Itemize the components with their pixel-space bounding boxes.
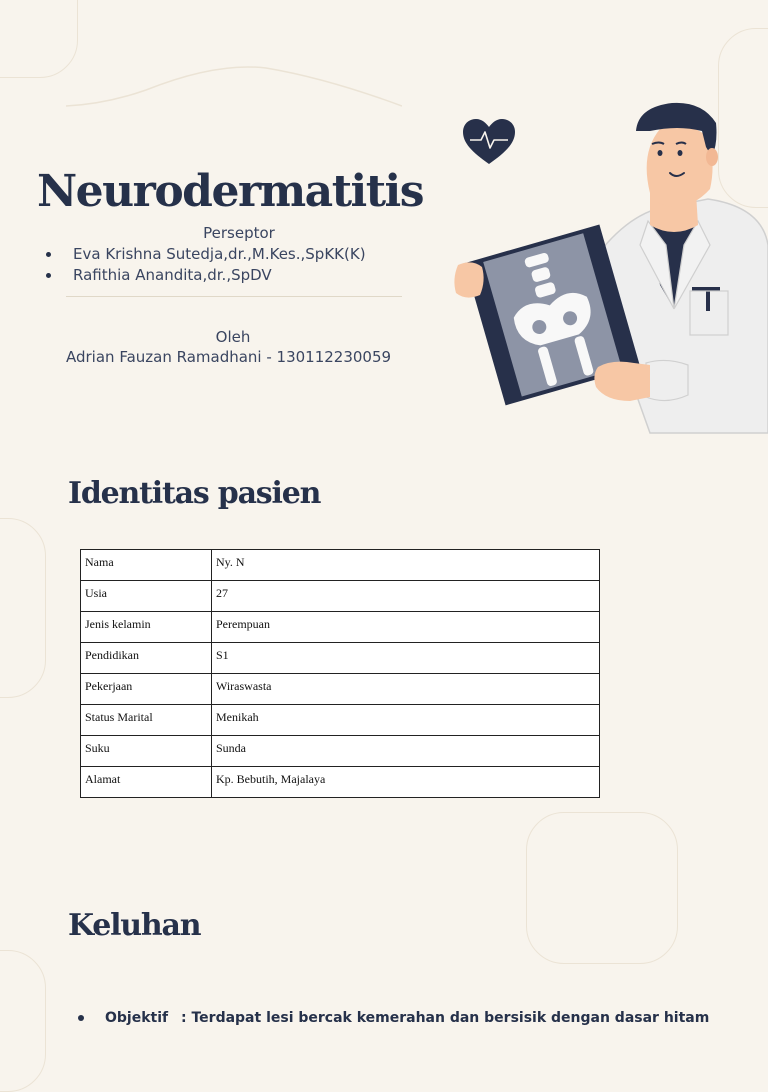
- table-cell-value: Ny. N: [212, 550, 600, 581]
- table-cell-key: Pekerjaan: [81, 674, 212, 705]
- table-row: [81, 581, 600, 612]
- document-title: Neurodermatitis: [36, 166, 424, 217]
- table-cell-key: Suku: [81, 736, 212, 767]
- author-name: Adrian Fauzan Ramadhani - 130112230059: [66, 348, 392, 366]
- table-row: [81, 674, 600, 705]
- decorative-frame: [526, 812, 678, 964]
- bullet-icon: [78, 1015, 84, 1021]
- keluhan-item-text: : Terdapat lesi bercak kemerahan dan bersisik dengan dasar hitam: [181, 1010, 710, 1026]
- table-row: [81, 736, 600, 767]
- table-cell-value: Perempuan: [212, 612, 600, 643]
- decorative-wave: [66, 54, 402, 110]
- table-cell-value: Wiraswasta: [212, 674, 600, 705]
- section-heading-identitas: Identitas pasien: [68, 476, 321, 511]
- perseptor-label: Perseptor: [203, 224, 275, 242]
- table-cell-key: Pendidikan: [81, 643, 212, 674]
- table-cell-key: Status Marital: [81, 705, 212, 736]
- decorative-frame: [0, 518, 46, 698]
- divider: [66, 296, 402, 297]
- section-heading-keluhan: Keluhan: [68, 908, 201, 943]
- table-cell-value: Kp. Bebutih, Majalaya: [212, 767, 600, 798]
- table-row: [81, 705, 600, 736]
- table-cell-value: Menikah: [212, 705, 600, 736]
- perseptor-list: [46, 244, 366, 286]
- table-cell-key: Jenis kelamin: [81, 612, 212, 643]
- table-row: [81, 767, 600, 798]
- patient-identity-table: [80, 549, 600, 798]
- keluhan-item-label: Objektif: [105, 1010, 169, 1026]
- table-row: [81, 643, 600, 674]
- table-row: [81, 550, 600, 581]
- perseptor-name: Rafithia Anandita,dr.,SpDV: [46, 265, 366, 286]
- table-row: [81, 612, 600, 643]
- perseptor-name: Eva Krishna Sutedja,dr.,M.Kes.,SpKK(K): [46, 244, 366, 265]
- doctor-xray-illustration: [440, 95, 768, 435]
- decorative-frame: [0, 950, 46, 1092]
- table-cell-key: Nama: [81, 550, 212, 581]
- table-cell-value: 27: [212, 581, 600, 612]
- table-cell-key: Alamat: [81, 767, 212, 798]
- table-cell-value: S1: [212, 643, 600, 674]
- oleh-label: Oleh: [215, 328, 251, 346]
- table-cell-value: Sunda: [212, 736, 600, 767]
- table-cell-key: Usia: [81, 581, 212, 612]
